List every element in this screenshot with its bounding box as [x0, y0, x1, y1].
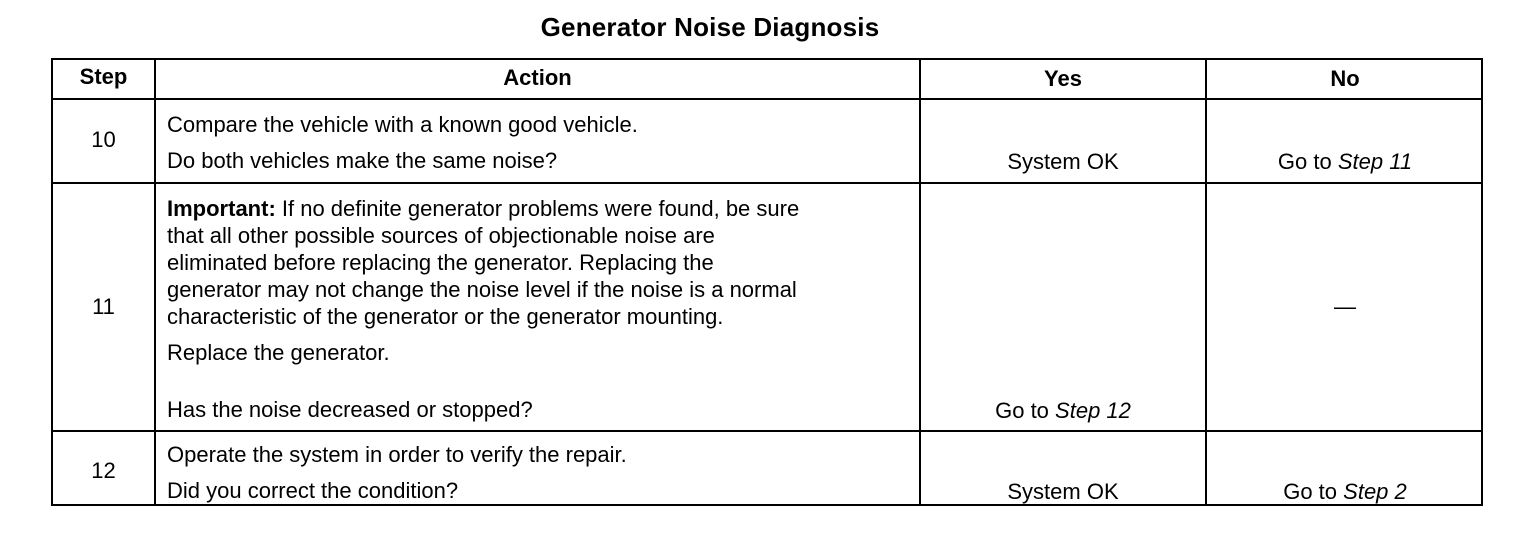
action-text: Replace the generator. [167, 340, 390, 365]
action-text: Compare the vehicle with a known good vehicle. [167, 112, 638, 137]
go-to-label: Go to [1283, 479, 1338, 504]
step-number: 10 [91, 127, 116, 152]
step-reference: Step 11 [1337, 149, 1413, 174]
row-divider [53, 182, 1481, 184]
no-result [1207, 148, 1483, 175]
no-result [1207, 478, 1483, 505]
step-number: 12 [91, 458, 116, 483]
yes-result: System OK [1007, 149, 1119, 174]
action-question: Did you correct the condition? [167, 478, 459, 503]
action-question: Has the noise decreased or stopped? [167, 397, 533, 422]
action-question: Do both vehicles make the same noise? [167, 148, 558, 173]
important-line: If no definite generator problems were found, be sure [281, 196, 800, 221]
important-line: characteristic of the generator or the generator mounting. [167, 304, 724, 329]
step-reference: Step 2 [1343, 479, 1407, 504]
row-divider [53, 430, 1481, 432]
column-divider [1205, 60, 1207, 504]
important-line: that all other possible sources of objectionable noise are [167, 223, 715, 248]
go-to-label: Go to [1277, 149, 1332, 174]
important-label: Important: [167, 196, 276, 221]
no-result: — [1334, 294, 1356, 319]
action-text: Operate the system in order to verify the repair. [167, 442, 627, 467]
yes-result [921, 397, 1205, 424]
diagnosis-table [51, 58, 1483, 506]
step-reference: Step 12 [1055, 398, 1131, 423]
header-yes: Yes [1044, 66, 1082, 91]
page-title: Generator Noise Diagnosis [540, 12, 880, 42]
step-number: 11 [92, 294, 115, 319]
important-line: eliminated before replacing the generator. Replacing the [167, 250, 714, 275]
header-action: Action [503, 65, 572, 90]
column-divider [154, 60, 156, 504]
header-divider [53, 98, 1481, 100]
yes-result: System OK [1007, 479, 1119, 504]
header-step: Step [79, 64, 128, 89]
go-to-label: Go to [995, 398, 1049, 423]
important-line: generator may not change the noise level if the noise is a normal [167, 277, 797, 302]
column-divider [919, 60, 921, 504]
header-no: No [1330, 66, 1360, 91]
important-note [167, 195, 799, 222]
